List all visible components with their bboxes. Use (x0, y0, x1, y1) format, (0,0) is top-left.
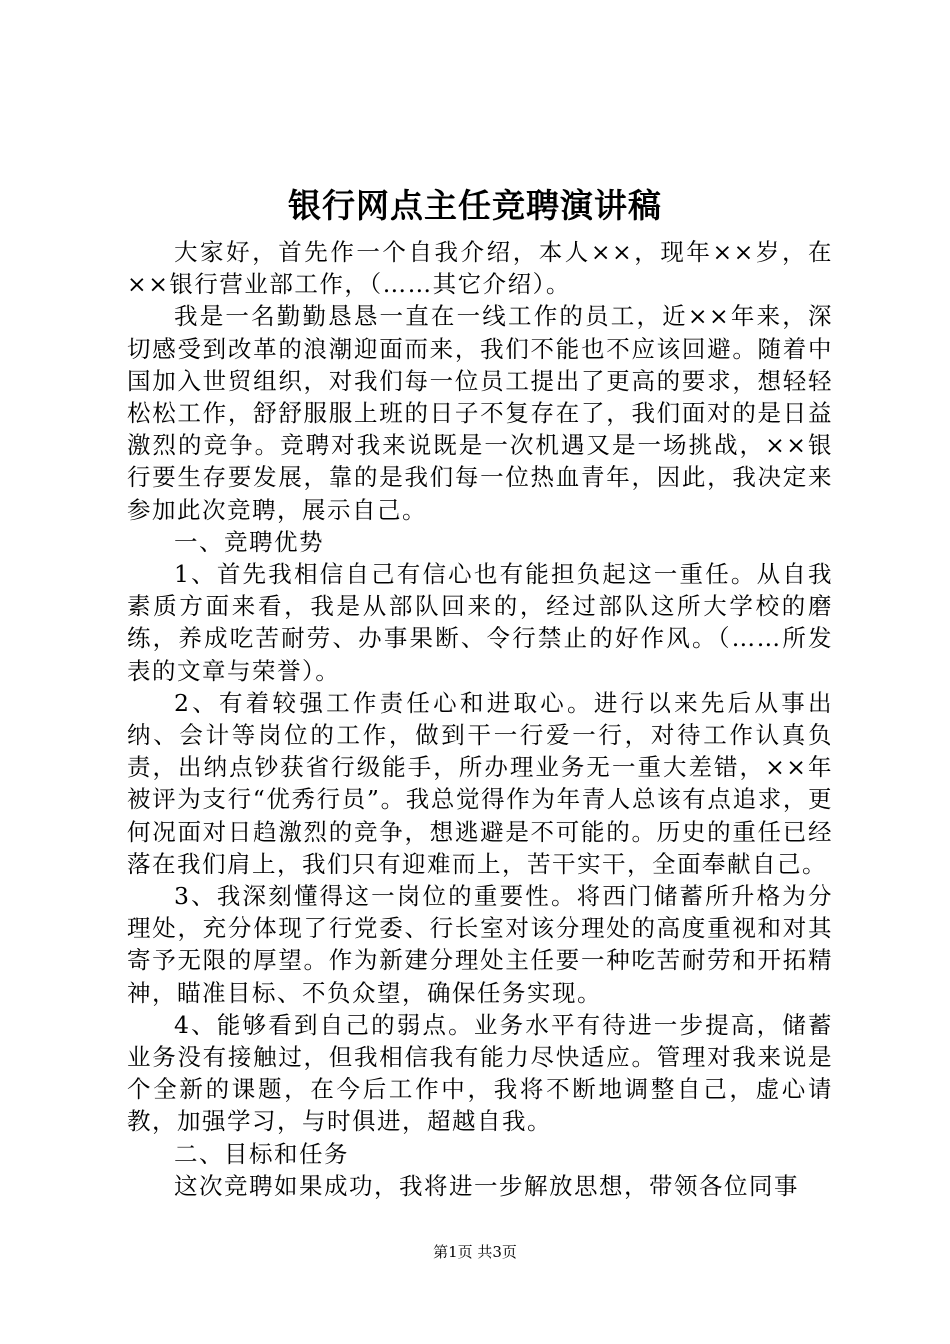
document-title: 银行网点主任竞聘演讲稿 (288, 186, 662, 225)
section-heading-advantages: 一、竞聘优势 (174, 527, 324, 556)
paragraph-advantage-4: 4、能够看到自己的弱点。业务水平有待进一步提高，储蓄业务没有接触过，但我相信我有能力尽快适应。管理对我来说是个全新的课题，在今后工作中，我将不断地调整自己，虚心请教，加强学习，与时俱进，超越自我。 (127, 1010, 833, 1136)
paragraph-advantage-3: 3、我深刻懂得这一岗位的重要性。将西门储蓄所升格为分理处，充分体现了行党委、行长室对该分理处的高度重视和对其寄予无限的厚望。作为新建分理处主任要一种吃苦耐劳和开拓精神，瞄准目标、不负众望，确保任务实现。 (127, 882, 833, 1007)
paragraph-advantage-2: 2、有着较强工作责任心和进取心。进行以来先后从事出纳、会计等岗位的工作，做到干一行爱一行，对待工作认真负责，出纳点钞获省行级能手，所办理业务无一重大差错，××年被评为支行“优秀行员”。我总觉得作为年青人总该有点追求，更何况面对日趋激烈的竞争，想逃避是不可能的。历史的重任已经落在我们肩上，我们只有迎难而上，苦干实干，全面奉献自己。 (127, 688, 833, 878)
document-body (127, 236, 833, 1202)
paragraph-motivation: 我是一名勤勤恳恳一直在一线工作的员工，近××年来，深切感受到改革的浪潮迎面而来，我们不能也不应该回避。随着中国加入世贸组织，对我们每一位员工提出了更高的要求，想轻轻松松工作，舒舒服服上班的日子不复存在了，我们面对的是日益激烈的竞争。竞聘对我来说既是一次机遇又是一场挑战，××银行要生存要发展，靠的是我们每一位热血青年，因此，我决定来参加此次竞聘，展示自己。 (127, 302, 833, 524)
section-heading-goals: 二、目标和任务 (174, 1139, 349, 1168)
paragraph-introduction: 大家好，首先作一个自我介绍，本人××，现年××岁，在××银行营业部工作，（……其它介绍）。 (127, 238, 833, 299)
paragraph-advantage-1: 1、首先我相信自己有信心也有能担负起这一重任。从自我素质方面来看，我是从部队回来的，经过部队这所大学校的磨练，养成吃苦耐劳、办事果断、令行禁止的好作风。（……所发表的文章与荣誉）。 (127, 560, 833, 685)
paragraph-goals: 这次竞聘如果成功，我将进一步解放思想，带领各位同事 (174, 1171, 799, 1200)
page-footer: 第1页 共3页 (433, 1243, 517, 1261)
